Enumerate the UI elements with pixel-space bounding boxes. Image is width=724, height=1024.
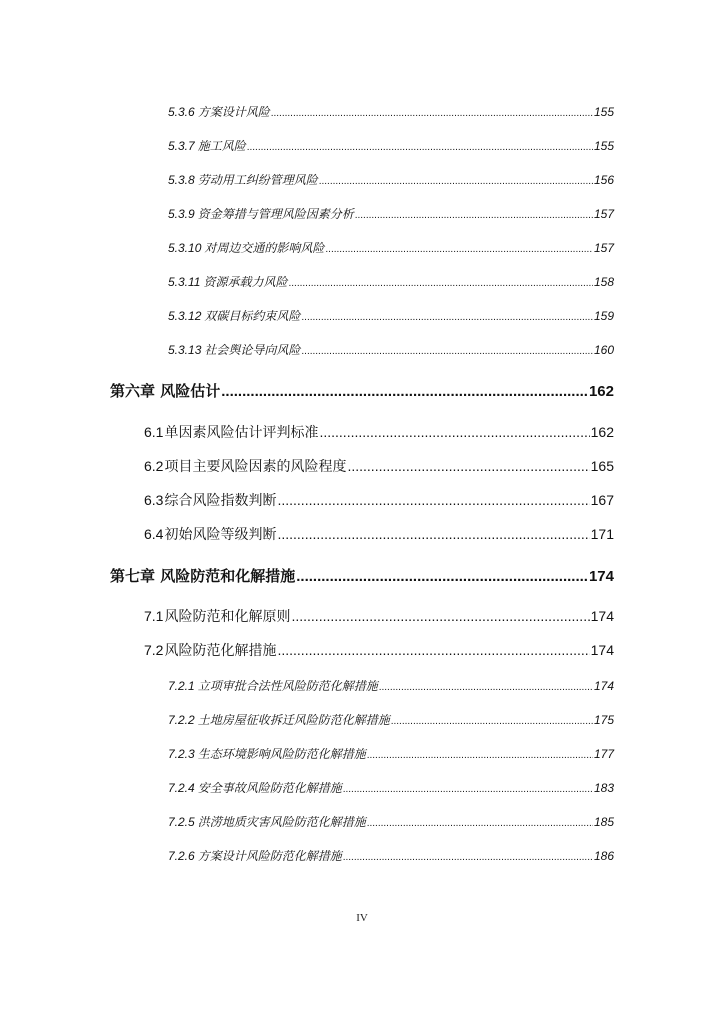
toc-number: 7.2.3: [168, 747, 195, 761]
toc-page-number: 155: [593, 105, 614, 119]
toc-leader: [391, 716, 593, 727]
toc-leader: [277, 642, 589, 658]
toc-number: 6.3: [144, 492, 164, 508]
toc-leader: [296, 568, 588, 585]
toc-page-number: 160: [593, 343, 614, 357]
toc-entry[interactable]: [168, 307, 614, 324]
toc-number: 6.2: [144, 458, 164, 474]
toc-number: 6.1: [144, 424, 164, 440]
toc-number: 7.2.4: [168, 781, 195, 795]
page-footer-number: IV: [356, 912, 368, 924]
toc-number: 5.3.10: [168, 241, 202, 255]
toc-entry[interactable]: [168, 341, 614, 358]
toc-section-entry[interactable]: [144, 640, 614, 660]
toc-page-number: 171: [590, 526, 614, 542]
toc-number: 5.3.13: [168, 343, 202, 357]
toc-page-number: 167: [590, 492, 614, 508]
toc-number: 5.3.12: [168, 309, 202, 323]
toc-page-number: 174: [593, 679, 614, 693]
toc-title: 方案设计风险: [197, 105, 270, 119]
toc-entry[interactable]: [168, 239, 614, 256]
toc-page-number: 156: [593, 173, 614, 187]
toc-chapter-entry[interactable]: [110, 565, 614, 586]
toc-title: 风险防范和化解原则: [164, 609, 291, 625]
toc-title: 资源承载力风险: [203, 275, 288, 289]
toc-leader: [289, 278, 593, 289]
toc-leader: [347, 458, 589, 474]
toc-chapter-title: 第七章 风险防范和化解措施: [110, 567, 296, 585]
toc-entry[interactable]: [168, 103, 614, 120]
toc-title: 对周边交通的影响风险: [204, 241, 325, 255]
toc-page-number: 177: [593, 747, 614, 761]
toc-number: 7.2: [144, 642, 164, 658]
toc-leader: [271, 108, 593, 119]
toc-title: 项目主要风险因素的风险程度: [164, 459, 347, 475]
toc-entry[interactable]: [168, 137, 614, 154]
toc-entry[interactable]: [168, 711, 614, 728]
toc-page-number: 174: [590, 608, 614, 624]
toc-number: 7.1: [144, 608, 164, 624]
toc-title: 生态环境影响风险防范化解措施: [197, 747, 366, 761]
toc-title: 初始风险等级判断: [164, 527, 277, 543]
toc-leader: [343, 784, 593, 795]
toc-leader: [291, 608, 589, 624]
toc-page-number: 155: [593, 139, 614, 153]
toc-number: 5.3.8: [168, 173, 195, 187]
toc-chapter-title: 第六章 风险估计: [110, 382, 221, 400]
toc-section-entry[interactable]: [144, 456, 614, 476]
toc-number: 7.2.1: [168, 679, 195, 693]
toc-entry[interactable]: [168, 813, 614, 830]
toc-entry[interactable]: [168, 779, 614, 796]
toc-number: 7.2.5: [168, 815, 195, 829]
toc-leader: [355, 210, 593, 221]
toc-page-number: 174: [588, 568, 614, 585]
toc-number: 6.4: [144, 526, 164, 542]
toc-leader: [379, 682, 593, 693]
toc-entry[interactable]: [168, 677, 614, 694]
toc-page-number: 157: [593, 241, 614, 255]
toc-entry[interactable]: [168, 171, 614, 188]
toc-number: 5.3.6: [168, 105, 195, 119]
toc-leader: [277, 492, 589, 508]
toc-leader: [343, 852, 593, 863]
toc-leader: [247, 142, 593, 153]
toc-title: 洪涝地质灾害风险防范化解措施: [197, 815, 366, 829]
toc-leader: [367, 818, 593, 829]
toc-section-entry[interactable]: [144, 490, 614, 510]
toc-page-number: 162: [590, 424, 614, 440]
toc-page-number: 159: [593, 309, 614, 323]
toc-title: 立项审批合法性风险防范化解措施: [197, 679, 378, 693]
toc-entry[interactable]: [168, 745, 614, 762]
toc-page-number: 174: [590, 642, 614, 658]
toc-section-entry[interactable]: [144, 606, 614, 626]
toc-entry[interactable]: [168, 205, 614, 222]
toc-number: 7.2.2: [168, 713, 195, 727]
toc-title: 双碳目标约束风险: [204, 309, 301, 323]
toc-title: 劳动用工纠纷管理风险: [197, 173, 318, 187]
toc-leader: [301, 312, 593, 323]
toc-number: 5.3.9: [168, 207, 195, 221]
toc-leader: [367, 750, 593, 761]
toc-entry[interactable]: [168, 273, 614, 290]
toc-page-number: 165: [590, 458, 614, 474]
toc-leader: [301, 346, 593, 357]
toc-number: 5.3.7: [168, 139, 195, 153]
toc-page-number: 185: [593, 815, 614, 829]
toc-section-entry[interactable]: [144, 422, 614, 442]
toc-leader: [221, 383, 588, 400]
toc-title: 综合风险指数判断: [164, 493, 277, 509]
toc-title: 风险防范化解措施: [164, 643, 277, 659]
toc-entry[interactable]: [168, 847, 614, 864]
toc-title: 方案设计风险防范化解措施: [197, 849, 342, 863]
toc-leader: [325, 244, 593, 255]
toc-page-number: 157: [593, 207, 614, 221]
toc-page-number: 158: [593, 275, 614, 289]
toc-page-number: 175: [593, 713, 614, 727]
toc-title: 社会舆论导向风险: [204, 343, 301, 357]
toc-title: 土地房屋征收拆迁风险防范化解措施: [197, 713, 390, 727]
toc-leader: [319, 424, 589, 440]
toc-page-number: 162: [588, 383, 614, 400]
toc-leader: [319, 176, 593, 187]
toc-page-number: 183: [593, 781, 614, 795]
toc-section-entry[interactable]: [144, 524, 614, 544]
toc-chapter-entry[interactable]: [110, 380, 614, 401]
toc-title: 安全事故风险防范化解措施: [197, 781, 342, 795]
toc-leader: [277, 526, 589, 542]
toc-title: 单因素风险估计评判标准: [164, 425, 319, 441]
toc-number: 5.3.11: [168, 275, 201, 289]
toc-number: 7.2.6: [168, 849, 195, 863]
toc-title: 资金筹措与管理风险因素分析: [197, 207, 354, 221]
toc-title: 施工风险: [197, 139, 246, 153]
toc-page-number: 186: [593, 849, 614, 863]
